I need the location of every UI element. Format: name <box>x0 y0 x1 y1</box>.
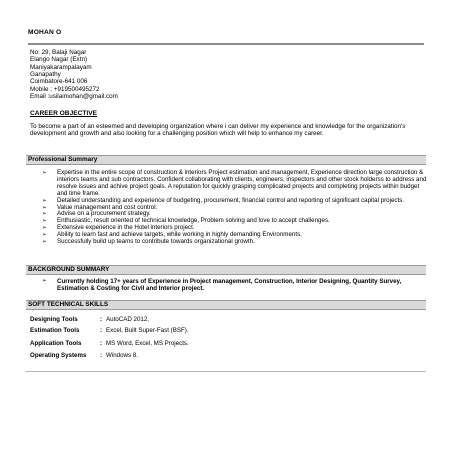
skill-value: MS Word, Excel, MS Projects. <box>106 340 189 347</box>
email-address: Email :usilaimohan@gmail.com <box>30 93 118 101</box>
arrow-bullet-icon: ➢ <box>42 204 47 211</box>
arrow-bullet-icon: ➢ <box>42 232 47 239</box>
address-line: Maniyakarampalayam <box>30 63 92 71</box>
background-summary-header <box>26 265 426 275</box>
list-item-text: Value management and cost control. <box>57 203 158 211</box>
list-item-text: Extensive experience in the Hotel interiors project. <box>57 224 195 232</box>
list-item <box>42 239 427 246</box>
address-line: Ganapathy <box>30 70 61 78</box>
skill-label: Estimation Tools <box>30 327 80 334</box>
skill-separator: : <box>100 340 103 347</box>
arrow-bullet-icon: ➢ <box>42 225 47 232</box>
mobile-number: Mobile : +919500495272 <box>30 86 100 93</box>
contact-block <box>30 86 118 101</box>
arrow-bullet-icon: ➢ <box>42 211 47 218</box>
address-line: No: 29, Balaji Nagar <box>30 49 87 56</box>
address-line: Elango Nagar (Extn) <box>30 56 88 64</box>
skill-separator: : <box>100 316 103 323</box>
career-objective-text: To become a part of an esteemed and developing organization where i can deliver my experience and knowledge for the organization's development and growth and also looking for a challenging position which will help to enhance my career. <box>30 123 406 138</box>
name-divider <box>28 43 424 45</box>
skill-value: AutoCAD 2012, <box>106 316 149 323</box>
candidate-name: MOHAN O <box>28 29 62 36</box>
address-block <box>30 49 92 85</box>
skill-label: Application Tools <box>30 340 82 347</box>
list-item-text: Detailed understanding and experience of budgeting, procurement, financial control and reporting of significant capital projects. <box>57 196 405 204</box>
section-title: BACKGROUND SUMMARY <box>28 266 110 273</box>
skill-value: Windows 8. <box>106 352 138 359</box>
soft-skills-header <box>26 300 426 310</box>
skill-value: Excel, Built Super-Fast (BSF). <box>106 327 189 334</box>
arrow-bullet-icon: ➢ <box>42 197 47 204</box>
professional-summary-list <box>42 170 427 246</box>
career-objective-heading: CAREER OBJECTIVE <box>30 110 98 117</box>
list-item-text: Currently holding 17+ years of Experience in Project management, Construction, Interior Designing, Quantity Survey, Estimation & Costing for Civil and Interior project. <box>57 278 402 293</box>
skill-label: Operating Systems <box>30 352 87 359</box>
section-title: Professional Summary <box>28 156 98 163</box>
skill-label: Designing Tools <box>30 316 78 323</box>
professional-summary-header <box>26 155 426 165</box>
list-item-text: Advise on a procurement strategy. <box>57 210 151 218</box>
bottom-divider <box>26 371 426 372</box>
arrow-bullet-icon: ➢ <box>42 218 47 225</box>
section-title: SOFT TECHNICAL SKILLS <box>28 301 109 308</box>
arrow-bullet-icon: ➢ <box>42 239 47 246</box>
list-item <box>42 170 427 198</box>
skill-separator: : <box>100 327 103 334</box>
list-item-text: Expertise in the entire scope of construction & interiors Project estimation and management, Experience direction large construction & interiors teams and sub contractors. Confident collaborating with clients, engineers, inspectors and other stock holderss to address and resolve issues and achive project goals. A reputation for quickly grasping complicated projects and completing projects within budget and time frame. <box>57 169 427 197</box>
list-item-text: Ability to learn fast and achieve targets, while working in highly demanding Environments. <box>57 231 302 239</box>
background-summary-item <box>42 278 427 292</box>
skill-separator: : <box>100 352 103 359</box>
list-item-text: Successfully build up teams to contribute towards organizational growth. <box>57 238 255 246</box>
address-line: Coimbatore-641 006 <box>30 78 88 86</box>
arrow-bullet-icon: ➢ <box>42 278 47 284</box>
arrow-bullet-icon: ➢ <box>42 170 47 176</box>
list-item-text: Enthusiastic, result oriented of technical knowledge, Problem solving and love to accept challenges. <box>57 217 330 225</box>
